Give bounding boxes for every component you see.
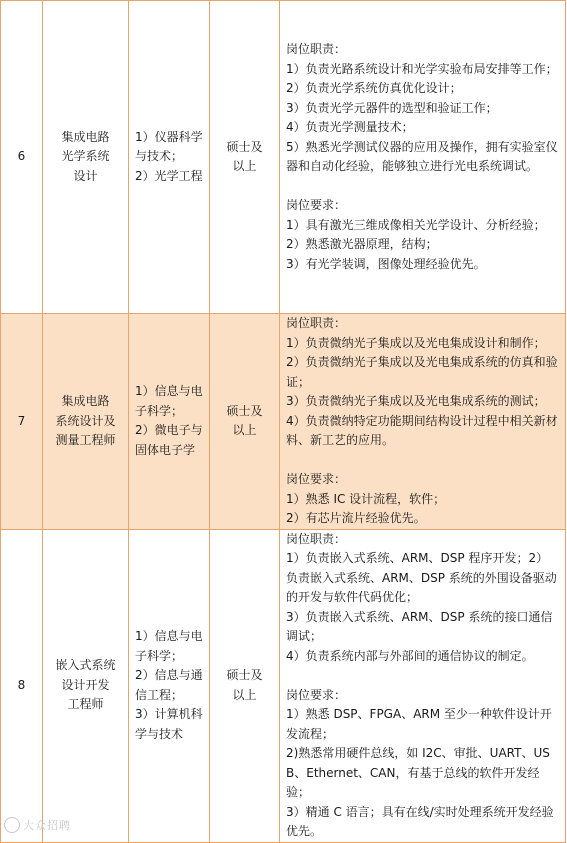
duty-item: 3）负责微纳光子集成以及光电集成系统的测试； [286,394,546,408]
education-line: 以上 [232,423,257,438]
position-name-line: 集成电路 [61,129,110,144]
duty-item: 2）负责微纳光子集成以及光电集成系统的仿真和验证； [286,355,558,389]
job-description [280,314,566,530]
requirement-item: 3）有光学装调，图像处理经验优先。 [286,256,486,271]
requirements-title: 岗位要求： [286,198,347,212]
duties-title: 岗位职责： [286,531,347,546]
duty-item: 1）负责光路系统设计和光学实验布局安排等工作； [286,61,558,76]
major-line: 2）微电子与 [135,423,203,438]
major-line: 子科学； [135,403,184,418]
position-name-line: 嵌入式系统 [55,658,116,673]
education [210,314,280,530]
requirement-item: 1）熟悉 DSP、FPGA、ARM 至少一种软件设计开发流程； [286,707,552,741]
position-name [43,314,129,530]
position-name-line: 集成电路 [61,394,110,408]
section-gap [286,451,559,471]
position-name [43,1,129,314]
watermark [4,817,71,833]
education-line: 以上 [232,687,257,702]
duty-item: 2）负责光学系统仿真优化设计； [286,81,462,95]
table-row [1,529,566,842]
requirements-title: 岗位要求： [286,687,347,702]
major-line: 1）信息与电 [135,384,203,399]
major [129,1,210,314]
major-line: 子科学； [135,648,184,663]
table-row [1,314,566,530]
major-line: 固体电子学 [135,442,196,457]
major [129,314,210,530]
education [210,529,280,842]
duties-title: 岗位职责： [286,316,347,330]
duties-title: 岗位职责： [286,42,347,56]
major-line: 信工程； [135,687,184,702]
position-name-line: 测量工程师 [55,433,116,447]
watermark-text: 大众招聘 [23,819,71,832]
section-gap [286,177,559,197]
requirement-item: 3）精通 C 语言；具有在线/实时处理系统开发经验优先。 [286,804,554,838]
position-name-line: 设计 [73,168,98,183]
requirement-item: 2）熟悉激光器原理，结构； [286,237,438,251]
row-number: 6 [1,1,43,314]
row-number: 8 [1,529,43,842]
duty-item: 4）负责系统内部与外部间的通信协议的制定。 [286,648,534,663]
duty-item: 4）负责微纳特定功能期间结构设计过程中相关新材料、新工艺的应用。 [286,413,558,447]
job-description [280,529,566,842]
major-line: 3）计算机科 [135,707,203,721]
education-line: 硕士及 [226,403,263,418]
position-name-line: 光学系统 [61,149,110,164]
position-name-line: 工程师 [67,697,104,712]
education-line: 以上 [232,159,257,173]
duty-item: 3）负责嵌入式系统、ARM、DSP 系统的接口通信调试； [286,609,553,643]
requirement-item: 2）有芯片流片经验优先。 [286,511,426,525]
job-description [280,1,566,314]
section-gap [286,666,559,686]
major-line: 1）仪器科学 [135,129,203,144]
position-name [43,529,129,842]
major [129,529,210,842]
table-row [1,1,566,314]
row-number: 7 [1,314,43,530]
requirement-item: 1）具有激光三维成像相关光学设计、分析经验； [286,217,546,232]
duty-item: 4）负责光学测量技术； [286,120,414,134]
major-line: 2）光学工程 [135,168,203,183]
duty-item: 1）负责微纳光子集成以及光电集成设计和制作； [286,335,546,350]
duty-item: 1）负责嵌入式系统、ARM、DSP 程序开发；2）负责嵌入式系统、ARM、DSP 系统的外围设备驱动的开发与软件代码优化； [286,551,557,604]
requirement-item: 1）熟悉 IC 设计流程，软件； [286,491,446,506]
major-line: 1）信息与电 [135,629,203,643]
education-line: 硕士及 [226,668,263,682]
position-name-line: 系统设计及 [55,413,116,428]
position-name-line: 设计开发 [61,677,110,692]
major-line: 与技术； [135,149,184,164]
major-line: 2）信息与通 [135,668,203,682]
duty-item: 3）负责光学元器件的选型和验证工作； [286,100,498,115]
education-line: 硕士及 [226,139,263,154]
education [210,1,280,314]
requirements-title: 岗位要求： [286,472,347,486]
major-line: 学与技术 [135,726,184,741]
watermark-logo-icon [4,817,20,833]
requirement-item: 2)熟悉常用硬件总线，如 I2C、审批、UART、USB、Ethernet、CAN，有基于总线的软件开发经验； [286,746,550,799]
duty-item: 5）熟悉光学测试仪器的应用及操作，拥有实验室仪器和自动化经验，能够独立进行光电系统调试。 [286,139,558,173]
